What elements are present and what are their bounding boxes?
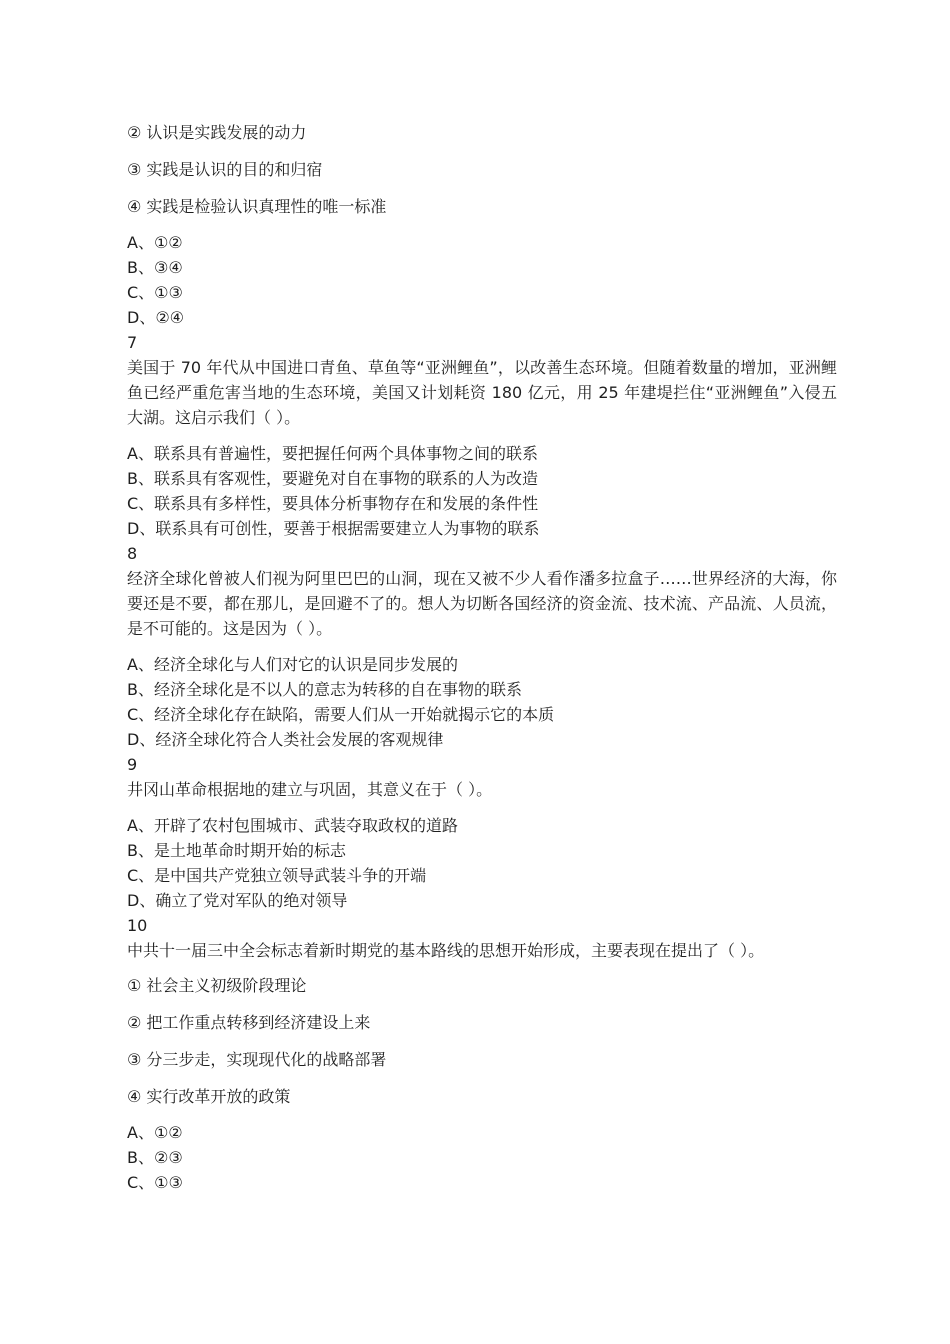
option-b: B、是土地革命时期开始的标志 xyxy=(127,841,346,860)
question-9 xyxy=(127,752,837,913)
question-stem: 中共十一届三中全会标志着新时期党的基本路线的思想开始形成，主要表现在提出了（ ）。 xyxy=(127,941,765,960)
statement-item: ③ 分三步走，实现现代化的战略部署 xyxy=(127,1050,387,1069)
option-d: D、确立了党对军队的绝对领导 xyxy=(127,891,348,910)
question-8 xyxy=(127,541,837,752)
exam-page xyxy=(127,121,837,1195)
question-number: 10 xyxy=(127,916,148,935)
option-c: C、联系具有多样性，要具体分析事物存在和发展的条件性 xyxy=(127,494,539,513)
question-6-tail xyxy=(127,121,837,330)
statement-item: ④ 实行改革开放的政策 xyxy=(127,1087,291,1106)
question-stem: 经济全球化曾被人们视为阿里巴巴的山洞，现在又被不少人看作潘多拉盒子……世界经济的大海，你要还是不要，都在那儿，是回避不了的。想人为切断各国经济的资金流、技术流、产品流、人员流，是不可能的。这是因为（ ）。 xyxy=(127,569,837,638)
option-a: A、联系具有普遍性，要把握任何两个具体事物之间的联系 xyxy=(127,444,538,463)
statement-item: ② 把工作重点转移到经济建设上来 xyxy=(127,1013,371,1032)
statement-item: ③ 实践是认识的目的和归宿 xyxy=(127,160,323,179)
option-a: A、经济全球化与人们对它的认识是同步发展的 xyxy=(127,655,458,674)
option-c: C、①③ xyxy=(127,283,183,302)
question-number: 7 xyxy=(127,333,138,352)
option-d: D、联系具有可创性，要善于根据需要建立人为事物的联系 xyxy=(127,519,540,538)
statement-item: ② 认识是实践发展的动力 xyxy=(127,123,307,142)
option-c: C、①③ xyxy=(127,1173,183,1192)
statement-item: ④ 实践是检验认识真理性的唯一标准 xyxy=(127,197,387,216)
option-a: A、①② xyxy=(127,233,183,252)
option-c: C、经济全球化存在缺陷，需要人们从一开始就揭示它的本质 xyxy=(127,705,555,724)
question-7 xyxy=(127,330,837,541)
option-b: B、③④ xyxy=(127,258,183,277)
option-a: A、开辟了农村包围城市、武装夺取政权的道路 xyxy=(127,816,458,835)
option-c: C、是中国共产党独立领导武装斗争的开端 xyxy=(127,866,427,885)
question-number: 8 xyxy=(127,544,138,563)
option-a: A、①② xyxy=(127,1123,183,1142)
question-stem: 美国于 70 年代从中国进口青鱼、草鱼等“亚洲鲤鱼”，以改善生态环境。但随着数量的增加，亚洲鲤鱼已经严重危害当地的生态环境，美国又计划耗资 180 亿元，用 25 年建堤拦住“亚洲鲤鱼”入侵五大湖。这启示我们（ ）。 xyxy=(127,358,837,427)
question-number: 9 xyxy=(127,755,138,774)
question-stem: 井冈山革命根据地的建立与巩固，其意义在于（ ）。 xyxy=(127,780,493,799)
option-d: D、②④ xyxy=(127,308,185,327)
statement-item: ① 社会主义初级阶段理论 xyxy=(127,976,307,995)
option-b: B、②③ xyxy=(127,1148,183,1167)
option-b: B、经济全球化是不以人的意志为转移的自在事物的联系 xyxy=(127,680,522,699)
option-d: D、经济全球化符合人类社会发展的客观规律 xyxy=(127,730,444,749)
option-b: B、联系具有客观性，要避免对自在事物的联系的人为改造 xyxy=(127,469,538,488)
question-10 xyxy=(127,913,837,1195)
